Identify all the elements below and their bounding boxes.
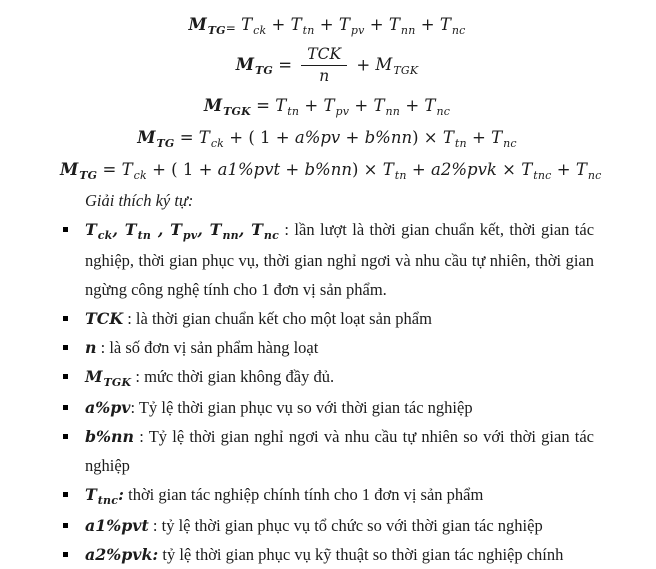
bullet-square-icon: [60, 304, 85, 333]
bullet-content: TCK : là thời gian chuẩn kết cho một loạt sản phẩm: [85, 308, 432, 328]
bullet-content: [85, 480, 594, 511]
bullet-symbol: $T_{tnc}$:: [85, 484, 124, 507]
bullet-item: [60, 480, 594, 511]
bullet-content: a%pv: Tỷ lệ thời gian phục vụ so với thời gian tác nghiệp: [85, 397, 473, 417]
bullet-item: [60, 362, 594, 393]
bullet-item: [60, 511, 594, 540]
bullet-content: $M_{TGK}$ : mức thời gian không đầy đủ.: [85, 366, 335, 389]
formula-3: $M_{TGK} = T_{tn} + T_{pv} + T_{nn} + T_{nc}$: [203, 95, 451, 118]
bullet-text: là số đơn vị sản phẩm hàng loạt: [109, 337, 319, 357]
bullet-content: n : là số đơn vị sản phẩm hàng loạt: [85, 337, 319, 357]
bullet-square-icon: [60, 362, 85, 393]
formula-2: $M_{TG}$ = $\frac{\text{TCK}}{n}$ + $M_{TGK}$: [235, 45, 419, 86]
bullet-item: [60, 540, 594, 569]
formula-4: $M_{TG} = T_{ck}$ + ( $1 + a\%pv + b\%nn) \times T_{tn} + T_{nc}$: [137, 127, 517, 150]
bullet-symbol: $T_{ck}$, $T_{tn}$ , $T_{pv}$, $T_{nn}$, $T_{nc}$: [85, 219, 280, 242]
bullet-text: Tỷ lệ thời gian phục vụ so với thời gian tác nghiệp: [138, 397, 473, 417]
fraction: $\frac{\text{TCK}}{n}$: [301, 45, 347, 87]
bullet-square-icon: [60, 333, 85, 362]
bullet-text: Tỷ lệ thời gian nghỉ ngơi và nhu cầu tự nhiên so với thời gian tác nghiệp: [85, 426, 594, 475]
bullet-symbol: a2%pvk:: [85, 544, 159, 564]
bullet-square-icon: [60, 540, 85, 569]
bullet-item: [60, 422, 594, 480]
bullet-item: [60, 393, 594, 422]
bullet-symbol: b%nn: [85, 426, 135, 446]
formula-5: $M_{TG} = T_{ck}$ + ( $1 + a1\%pvt + b\%nn) \times T_{tn} + a2\%pvk \times T_{tnc} + T_{nc}$: [60, 159, 602, 182]
bullet-square-icon: [60, 480, 85, 511]
bullet-text: là thời gian chuẩn kết cho một loạt sản phẩm: [135, 308, 432, 328]
bullet-square-icon: [60, 393, 85, 422]
bullet-square-icon: [60, 511, 85, 540]
bullet-text: lần lượt là thời gian chuẩn kết, thời gian tác nghiệp, thời gian phục vụ, thời gian nghỉ ngơi và nhu cầu tự nhiên, thời gian ngừng công nghệ tính cho 1 đơn vị sản phẩm.: [85, 219, 595, 299]
bullet-text: tỷ lệ thời gian phục vụ kỹ thuật so thời gian tác nghiệp chính: [162, 544, 564, 564]
bullet-symbol: $M_{TGK}$: [85, 366, 132, 389]
bullet-symbol: n: [85, 337, 97, 357]
bullet-content: $T_{ck}$, $T_{tn}$ , $T_{pv}$, $T_{nn}$, $T_{nc}$ : lần lượt là thời gian chuẩn kết, thời gian tác nghiệp, thời gian phục vụ, thời gian nghỉ ngơi và nhu cầu tự nhiên, thời gian ngừng công nghệ tính cho 1 đơn vị sản phẩm.: [85, 219, 595, 299]
bullet-text: thời gian tác nghiệp chính tính cho 1 đơn vị sản phẩm: [128, 484, 484, 504]
bullet-text: tỷ lệ thời gian phục vụ tổ chức so với thời gian tác nghiệp: [161, 515, 543, 535]
formula-block: [60, 0, 602, 187]
bullet-item: [60, 304, 594, 333]
bullet-item: [60, 333, 594, 362]
bullet-content: [85, 540, 594, 569]
bullet-symbol: a%pv: [85, 397, 131, 417]
bullet-content: b%nn : Tỷ lệ thời gian nghỉ ngơi và nhu cầu tự nhiên so với thời gian tác nghiệp: [85, 426, 594, 475]
bullet-text: mức thời gian không đầy đủ.: [144, 366, 335, 386]
bullet-symbol: a1%pvt: [85, 515, 149, 535]
bullet-symbol: TCK: [85, 308, 124, 328]
explanation-heading: Giải thích ký tự:: [85, 190, 194, 210]
formula-1: $M_{TG}= T_{ck} + T_{tn} + T_{pv} + T_{nn} + T_{nc}$: [188, 15, 466, 37]
bullet-content: a1%pvt : tỷ lệ thời gian phục vụ tổ chức so với thời gian tác nghiệp: [85, 515, 543, 535]
bullet-square-icon: [60, 215, 85, 304]
bullet-list: [60, 215, 594, 569]
bullet-item: [60, 215, 594, 304]
bullet-square-icon: [60, 422, 85, 480]
